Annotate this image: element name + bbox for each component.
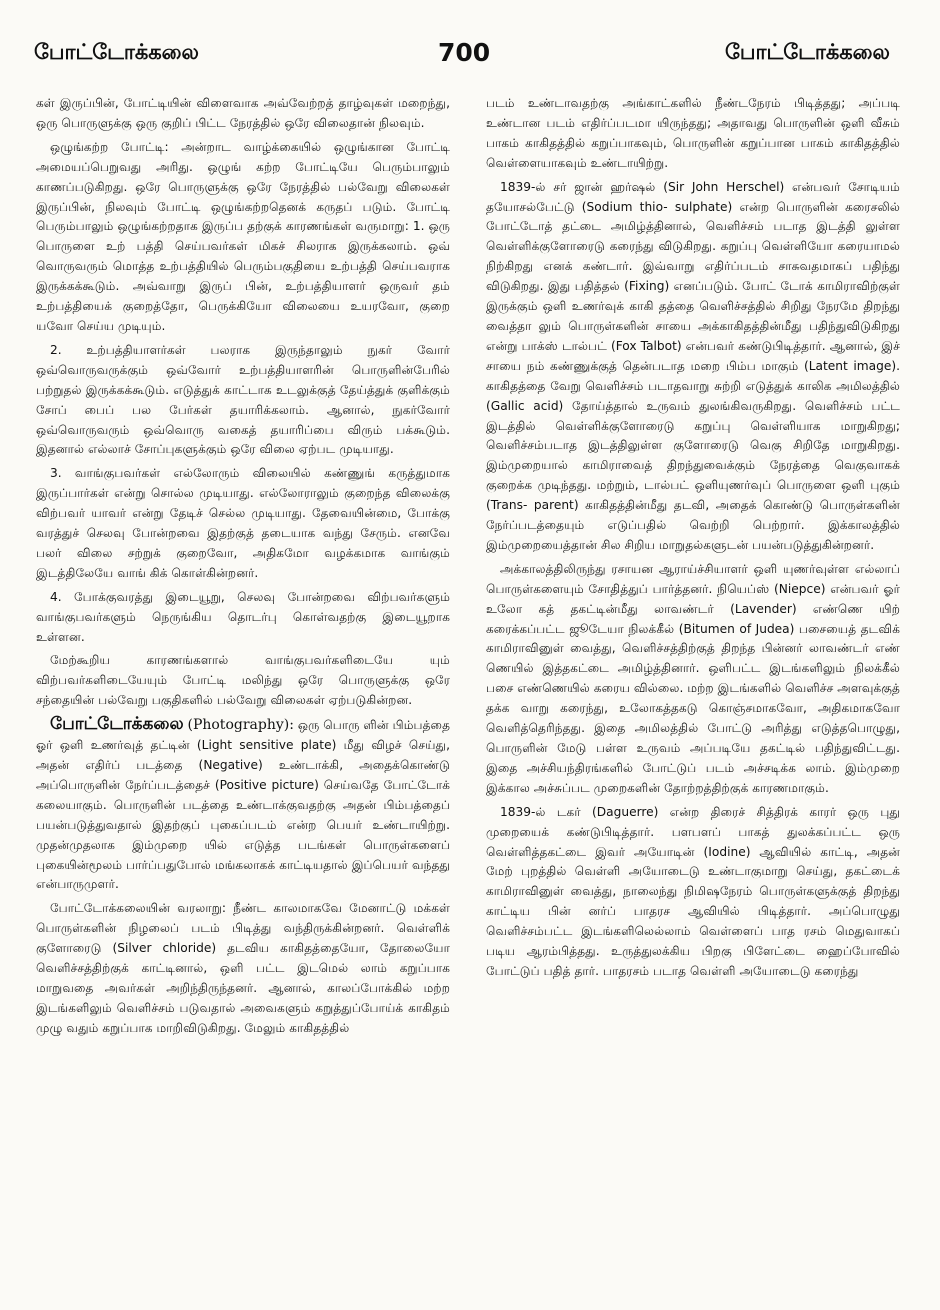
page-header — [0, 0, 940, 80]
paragraph: ஒழுங்கற்ற போட்டி: அன்றாட வாழ்க்கையில் ஒழுங்கான போட்டி அமையப்பெறுவது அரிது. ஒழுங் கற்ற போட்டியே பெரும்பாலும் காணப்படுகிறது. ஒரே பொருளுக்கு ஒரே நேரத்தில் பல்வேறு விலைகள் இருப்பின், நிலவும் போட்டி ஒழுங்கற்றதெனக் கருதப் படும். போட்டி பெரும்பாலும் ஒழுங்கற்றதாக இருப்ப தற்குக் காரணங்கள் வருமாறு: 1. ஒரு பொருளை உற் பத்தி செய்பவர்கள் மிகச் சிலராக இருக்கலாம். ஒவ் வொருவரும் மொத்த உற்பத்தியில் பெரும்பகுதியை உற்பத்தி செய்பவராக இருக்கக்கூடும். அவ்வாறு இருப் பின், உற்பத்தியாளர் ஒருவர் தம் உற்பத்தியைக் குறைத்தோ, பெருக்கியோ விலையை உயரவோ, குறை யவோ செய்ய முடியும். — [36, 139, 450, 333]
paragraph: 2. உற்பத்தியாளர்கள் பலராக இருந்தாலும் நுகர் வோர் ஒவ்வொருவருக்கும் ஒவ்வோர் உற்பத்தியாளரின் பொருளின்பேரில் பற்றுதல் இருக்கக்கூடும். எடுத்துக் காட்டாக உடலுக்குத் தேய்த்துக் குளிக்கும் சோப் பைப் பல பேர்கள் தயாரிக்கலாம். ஆனால், நுகர்வோர் ஒவ்வொருவரும் ஒவ்வொரு வகைத் தயாரிப்பை விரும் பக்கூடும். இதனால் எல்லாச் சோப்புகளுக்கும் ஒரே விலை ஏற்பட முடியாது. — [36, 342, 450, 457]
entry-paragraph — [36, 715, 450, 895]
right-column — [486, 94, 900, 1294]
entry-text: ஒரு பொரு ளின் பிம்பத்தை ஓர் ஒளி உணர்வுத் தட்டின் (Light sensitive plate) மீது விழச் செய்து, அதன் எதிர்ப் படத்தை (Negative) உண்டாக்கி, அதைக்கொண்டு அப்பொருளின் நேர்ப்படத்தைச் (Positive picture) செய்வதே போட்டோக் கலையாகும். பொருளின் படத்தை உண்டாக்குவதற்கு அதன் பிம்பத்தைப் பயன்படுத்துவதால் இதற்குப் புகைப்படம் என்ற பெயர் உண்டாயிற்று. முதன்முதலாக இம்முறை யில் எடுத்த படங்கள் பொருள்களைப் புகையின்மூலம் பார்ப்பதுபோல் மங்கலாகக் காட்டியதால் இப்பெயர் வந்தது என்பாருமுளர். — [36, 718, 450, 892]
paragraph: படம் உண்டாவதற்கு அங்காட்களில் நீண்டநேரம் பிடித்தது; அப்படி உண்டான படம் எதிர்ப்படமா யிருந்தது; அதாவது பொருளின் ஒளி வீசும் பாகம் காகிதத்தில் கறுப்பாகவும், பொருளின் கறுப்பான பாகம் காகிதத்தில் வெள்ளையாகவும் உண்டாயிற்று. — [486, 96, 900, 170]
paragraph: அக்காலத்திலிருந்து ரசாயன ஆராய்ச்சியாளர் ஒளி யுணர்வுள்ள எல்லாப் பொருள்களையும் சோதித்துப் பார்த்தனர். நியெப்ஸ் (Niepce) என்பவர் ஓர் உலோ கத் தகட்டின்மீது லாவண்டர் (Lavender) எண்ணெ யிற் கரைக்கப்பட்ட ஜூடேயா நிலக்கீல் (Bitumen of Judea) பசையைத் தடவிக் காமிராவினுள் வைத்து, வெளிச்சத்திற்குத் திறந்த பின்னர் லாவண்டர் எண் ணெயில் இத்தகட்டை அமிழ்த்தினார். ஒளிபட்ட இடங்களிலும் நிலக்கீல் பசை எண்ணெயில் கரைய வில்லை. மற்ற இடங்களில் வெளிச்ச அளவுக்குத் தக்க வாறு கரைந்து, உலோகத்தகடு கொஞ்சமாகவோ, அதிகமாகவோ வெளித்தெரிந்தது. இதை அமிலத்தில் போட்டு அரித்து எடுத்தபொழுது, பொருளின் மேடு பள்ள உருவம் அப்படியே தகட்டில் பதிந்துவிட்டது. இதை அச்சியந்திரங்களில் போட்டுப் படம் அச்சடிக்க லாம். இம்முறை இக்கால அச்சுப்பட முறைகளின் தோற்றத்திற்குக் காரணமாகும். — [486, 561, 900, 795]
paragraph: மேற்கூறிய காரணங்களால் வாங்குபவர்களிடையே யும் விற்பவர்களிடையேயும் போட்டி மலிந்து ஒரே பொருளுக்கு ஒரே சந்தையின் பல்வேறு பகுதிகளில் பல்வேறு விலைகள் ஏற்படுகின்றன. — [36, 653, 450, 708]
paragraph: 1839-ல் சர் ஜான் ஹர்ஷல் (Sir John Herschel) என்பவர் சோடியம் தயோசல்பேட்டு (Sodium thio- sulphate) என்ற பொருளின் கரைசலில் போட்டோத் தட்டை அமிழ்த்தினால், வெளிச்சம் படாத இடத்தி லுள்ள வெள்ளிக்குளோரைடு கரைந்து விடுகிறது. கறுப்பு வெள்ளியோ கரையாமல் நிற்கிறது எனக் கண்டார். இவ்வாறு எதிர்ப்படம் சாசுவதமாகப் பதிந்து விடுகிறது. இது பதித்தல் (Fixing) எனப்படும். போட் டோக் காமிராவிற்குள் இருக்கும் ஒளி உணர்வுக் காகி தத்தை வெளிச்சத்தில் சிறிது நேரமே திறந்து வைத்தா லும் பொருள்களின் சாயை அக்காகிதத்தின்மீது பதிந்துவிடுகிறது என்று பாக்ஸ் டால்பட் (Fox Talbot) என்பவர் கண்டுபிடித்தார். ஆனால், இச் சாயை நம் கண்ணுக்குத் தென்படாத மறை பிம்ப மாகும் (Latent image). காகிதத்தை வேறு வெளிச்சம் படாதவாறு சுற்றி எடுத்துக் காலிக அமிலத்தில் (Gallic acid) தோய்த்தால் உருவம் துலங்கிவருகிறது. வெளிச்சம் பட்ட இடத்தில் வெள்ளிக்குளோரைடு கறுப்பு வெள்ளியாக மாறுகிறது; வெளிச்சம்படாத இடத்திலுள்ள குளோரைடு வெகு சிறிதே மாறுகிறது. இம்முறையால் காமிராவைத் திறந்துவைக்கும் நேரத்தை வெகுவாகக் குறைக்க முடிந்தது. மற்றும், டால்பட் ஒளியுணர்வுப் பொருளை ஒளி புகும் (Trans- parent) காகிதத்தின்மீது தடவி, அதைக் கொண்டு பொருள்களின் நேர்ப்படத்தையும் எடுப்பதில் வெற்றி பெற்றார். இக்காலத்தில் இம்முறையைத்தான் சில சிறிய மாறுதல்களுடன் பயன்படுத்துகின்றனர். — [486, 179, 900, 552]
paragraph: கள் இருப்பின், போட்டியின் விளைவாக அவ்வேற்றத் தாழ்வுகள் மறைந்து, ஒரு பொருளுக்கு ஒரு குறிப் பிட்ட நேரத்தில் ஒரே விலைதான் நிலவும். — [36, 96, 450, 130]
page-number: 700 — [438, 38, 491, 67]
entry-title-english: (Photography): — [187, 717, 294, 734]
entry-title: போட்டோக்கலை — [50, 714, 184, 735]
left-column — [36, 94, 450, 1294]
paragraph: 1839-ல் டகர் (Daguerre) என்ற திரைச் சித்திரக் காரர் ஒரு புது முறையைக் கண்டுபிடித்தார். பளபளப் பாகத் துலக்கப்பட்ட ஒரு வெள்ளித்தகட்டை இவர் அயோடின் (Iodine) ஆவியில் காட்டி, அதன் மேற் புறத்தில் வெள்ளி அயோடைடு உண்டாகுமாறு செய்து, தகட்டைக் காமிராவினுள் வைத்து, நாலைந்து நிமிஷநேரம் பொருள்களுக்குத் திறந்து காட்டிய பின் னர்ப் பாதரச ஆவியில் பிடித்தார். அப்பொழுது வெளிச்சம்பட்ட இடங்களிலெல்லாம் வெள்ளைப் பாத ரசம் மெதுவாகப் படிய ஆரம்பித்தது. உருத்துலக்கிய பிறகு பிளேட்டை ஹைப்போவில் போட்டுப் பதித் தார். பாதரசம் படாத வெள்ளி அயோடைடு கரைந்து — [486, 804, 900, 978]
paragraph: 4. போக்குவரத்து இடையூறு, செலவு போன்றவை விற்பவர்களும் வாங்குபவர்களும் நெருங்கிய தொடர்பு கொள்வதற்கு இடையூறாக உள்ளன. — [36, 589, 450, 644]
running-head-left: போட்டோக்கலை — [34, 40, 199, 64]
history-paragraph: போட்டோக்கலையின் வரலாறு: நீண்ட காலமாகவே மேனாட்டு மக்கள் பொருள்களின் நிழலைப் படம் பிடித்து வந்திருக்கின்றனர். வெள்ளிக் குளோரைடு (Silver chloride) தடவிய காகிதத்தையோ, தோலையோ வெளிச்சத்திற்குக் காட்டினால், ஒளி பட்ட இடமெல் லாம் கறுப்பாக மாறுவதை அவர்கள் அறிந்திருந்தனர். ஆனால், காலப்போக்கில் மற்ற இடங்களிலும் வெளிச்சம் படுவதால் அவைகளும் கறுத்துப்போய்க் காகிதம் முழு வதும் கறுப்பாக மாறிவிடுகிறது. மேலும் காகிதத்தில் — [36, 901, 450, 1035]
paragraph: 3. வாங்குபவர்கள் எல்லோரும் விலையில் கண்ணுங் கருத்துமாக இருப்பார்கள் என்று சொல்ல முடியாது. எல்லோராலும் குறைந்த விலைக்கு விற்பவர் யாவர் என்று தேடிச் செல்ல முடியாது. தேவையின்மை, போக்கு வரத்துச் செலவு போன்றவை இதற்குத் தடையாக வந்து சேரும். எனவே பலர் விலை சற்றுக் குறைவோ, அதிகமோ வழக்கமாக வாங்கும் இடத்திலேயே வாங் கிக் கொள்கின்றனர். — [36, 466, 450, 580]
running-head-right: போட்டோக்கலை — [725, 40, 890, 64]
